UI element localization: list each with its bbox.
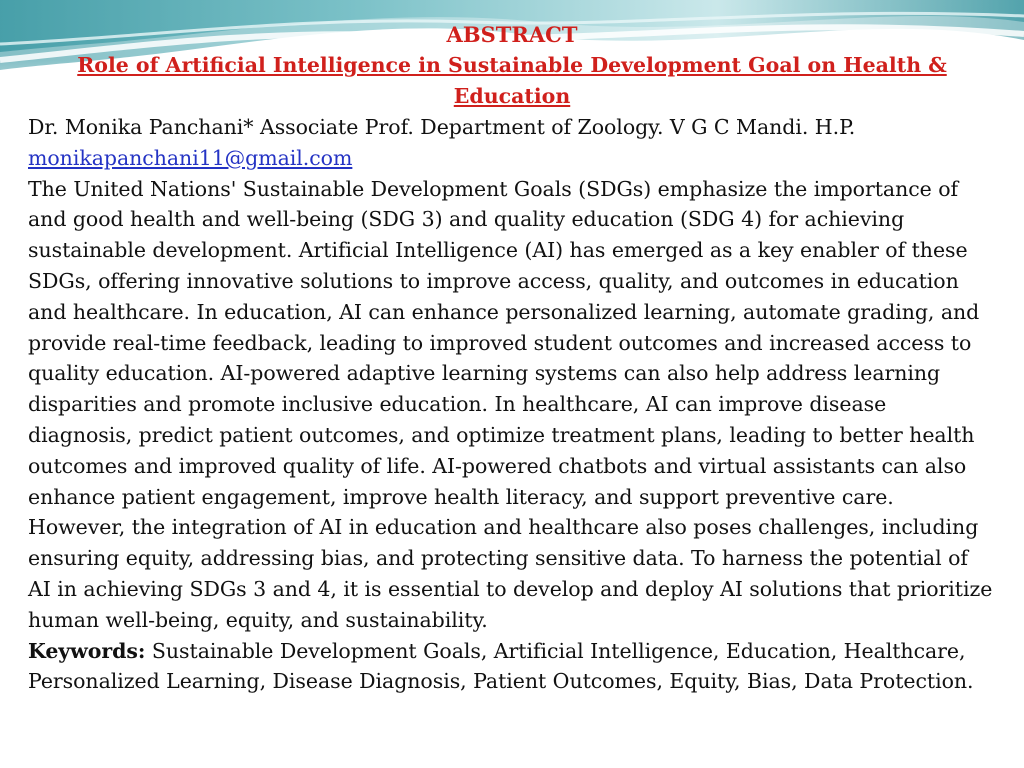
author-email-line xyxy=(28,143,996,174)
keywords-list: Sustainable Development Goals, Artificial Intelligence, Education, Healthcare, Personalized Learning, Disease Diagnosis, Patient Outcomes, Equity, Bias, Data Protection. xyxy=(28,638,974,694)
author-line: Dr. Monika Panchani* Associate Prof. Department of Zoology. V G C Mandi. H.P. xyxy=(28,115,856,139)
abstract-heading: ABSTRACT xyxy=(446,22,578,47)
author-email-link[interactable]: monikapanchani11@gmail.com xyxy=(28,145,353,170)
abstract-slide xyxy=(28,19,996,697)
abstract-body: The United Nations' Sustainable Development Goals (SDGs) emphasize the importance of and good health and well-being (SDG 3) and quality education (SDG 4) for achieving sustainable development. Artificial Intelligence (AI) has emerged as a key enabler of these SDGs, offering innovative solutions to improve access, quality, and outcomes in education and healthcare. In education, AI can enhance personalized learning, automate grading, and provide real-time feedback, leading to improved student outcomes and increased access to quality education. AI-powered adaptive learning systems can also help address learning disparities and promote inclusive education. In healthcare, AI can improve disease diagnosis, predict patient outcomes, and optimize treatment plans, leading to better health outcomes and improved quality of life. AI-powered chatbots and virtual assistants can also enhance patient engagement, improve health literacy, and support preventive care. However, the integration of AI in education and healthcare also poses challenges, including ensuring equity, addressing bias, and protecting sensitive data. To harness the potential of AI in achieving SDGs 3 and 4, it is essential to develop and deploy AI solutions that prioritize human well-being, equity, and sustainability. xyxy=(28,176,993,632)
keywords-label: Keywords: xyxy=(28,638,146,663)
keywords-paragraph xyxy=(28,636,996,698)
paper-title: Role of Artificial Intelligence in Sustainable Development Goal on Health & Education xyxy=(77,53,947,108)
